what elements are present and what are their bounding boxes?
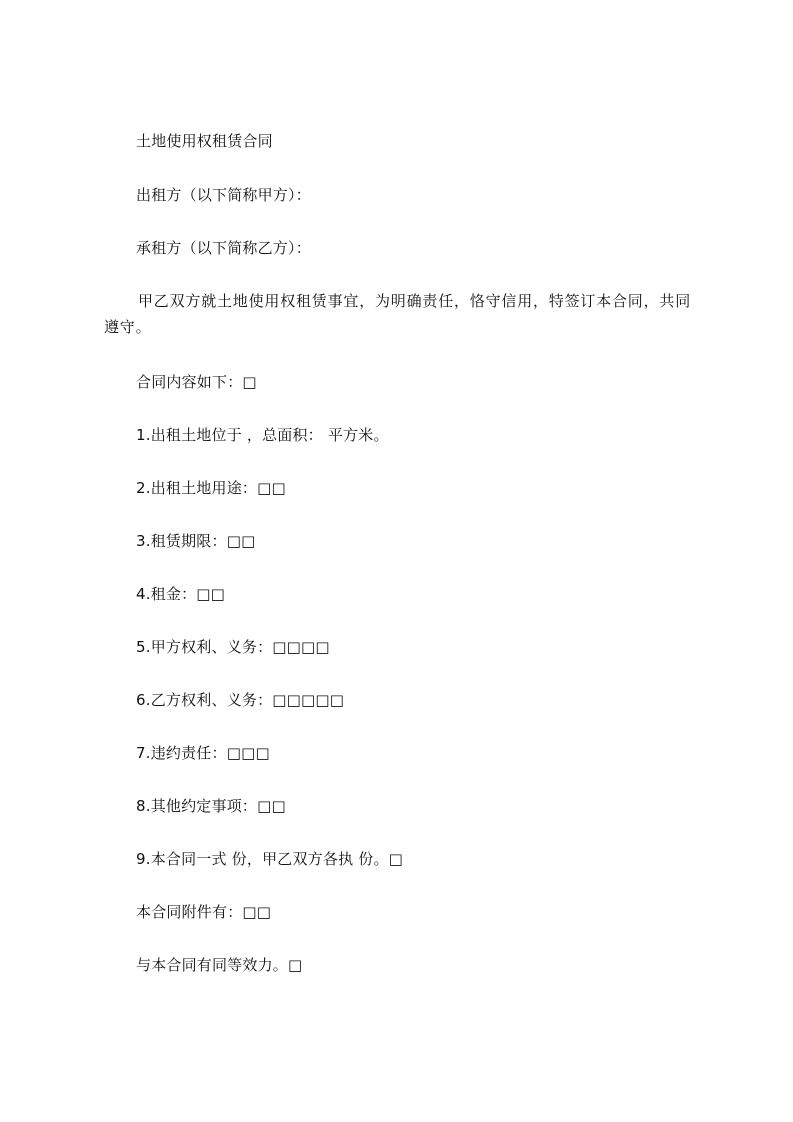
validity-line: 与本合同有同等效力。□ [136,956,303,974]
attachments-line: 本合同附件有：□□ [136,903,272,921]
clause-8: 8.其他约定事项：□□ [136,797,286,815]
clause-5: 5.甲方权利、义务：□□□□ [136,638,330,656]
clause-4: 4.租金：□□ [136,585,226,603]
clause-1: 1.出租土地位于 ，总面积： 平方米。 [136,426,389,444]
clause-9: 9.本合同一式 份，甲乙双方各执 份。□ [136,850,404,868]
clause-3: 3.租赁期限：□□ [136,532,256,550]
lessor-line: 出租方（以下简称甲方）： [136,186,311,204]
preamble-paragraph: 甲乙双方就土地使用权租赁事宜，为明确责任，恪守信用，特签订本合同，共同遵守。 [104,292,692,336]
clause-2: 2.出租土地用途：□□ [136,479,286,497]
clause-7: 7.违约责任：□□□ [136,744,270,762]
document-title: 土地使用权租赁合同 [136,132,273,150]
lessee-line: 承租方（以下简称乙方）： [136,239,311,257]
clause-6: 6.乙方权利、义务：□□□□□ [136,691,345,709]
contract-intro: 合同内容如下：□ [136,373,257,391]
